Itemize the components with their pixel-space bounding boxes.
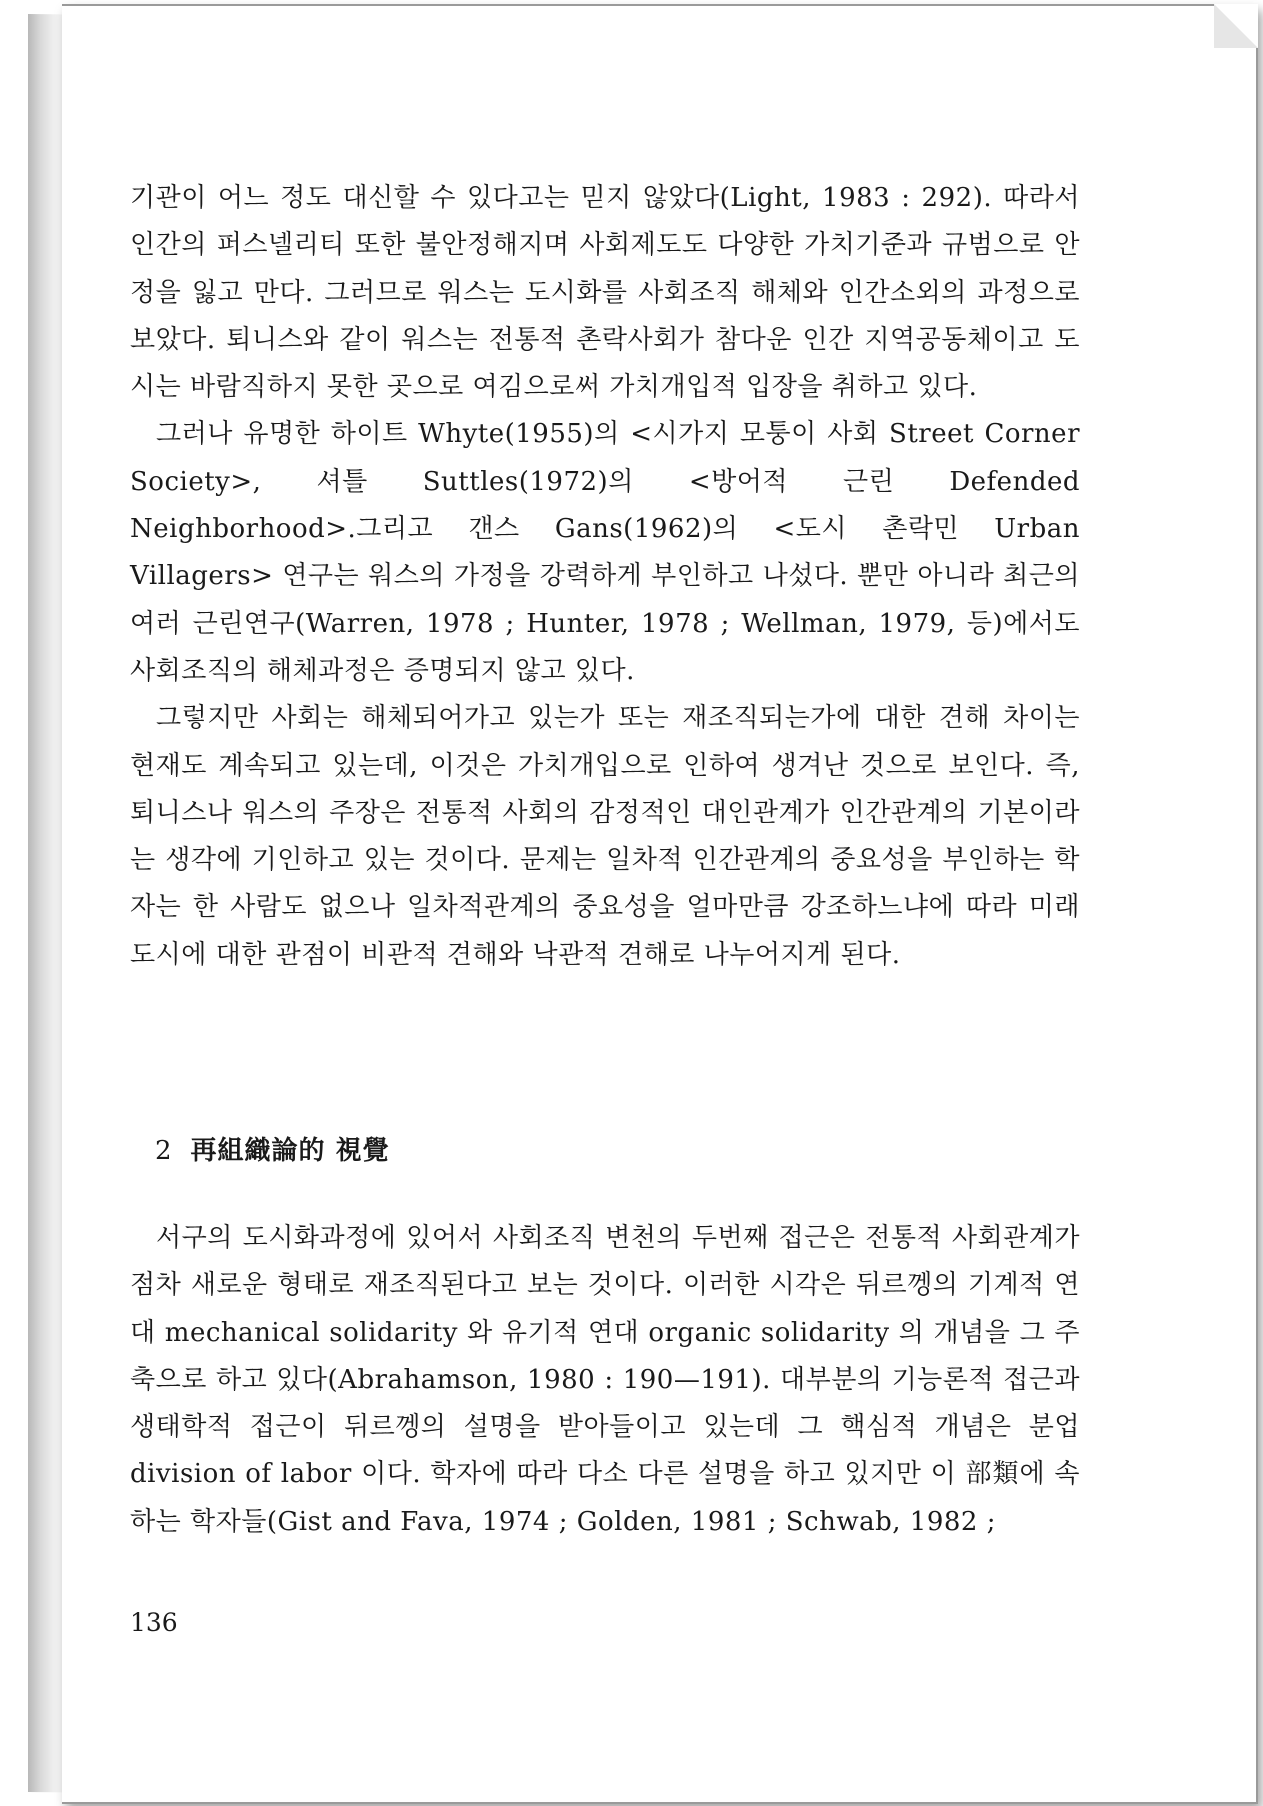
page-corner bbox=[1214, 4, 1258, 48]
body-text-bottom bbox=[130, 1215, 1080, 1546]
page-number: 136 bbox=[130, 1608, 178, 1637]
section-number: 2 bbox=[155, 1136, 173, 1166]
paragraph-3: 그렇지만 사회는 해체되어가고 있는가 또는 재조직되는가에 대한 견해 차이는 현재도 계속되고 있는데, 이것은 가치개입으로 인하여 생겨난 것으로 보인다. 즉, 퇴니스나 워스의 주장은 전통적 사회의 감정적인 대인관계가 인간관계의 기본이라는 생각에 기인하고 있는 것이다. 문제는 일차적 인간관계의 중요성을 부인하는 학자는 한 사람도 없으나 일차적관계의 중요성을 얼마만큼 강조하느냐에 따라 미래 도시에 대한 관점이 비관적 견해와 낙관적 견해로 나누어지게 된다. bbox=[130, 703, 1080, 970]
section-title: 再組織論的 視覺 bbox=[190, 1136, 390, 1166]
paragraph-2: 그러나 유명한 하이트 Whyte(1955)의 <시가지 모퉁이 사회 Street Corner Society>, 셔틀 Suttles(1972)의 <방어적 근린 Defended Neighborhood>.그리고 갠스 Gans(1962)의 <도시 촌락민 Urban Villagers> 연구는 워스의 가정을 강력하게 부인하고 나섰다. 뿐만 아니라 최근의 여러 근린연구(Warren, 1978 ; Hunter, 1978 ; Wellman, 1979, 등)에서도 사회조직의 해체과정은 증명되지 않고 있다. bbox=[130, 419, 1080, 686]
book-spine bbox=[28, 14, 64, 1792]
section-heading bbox=[155, 1130, 390, 1167]
paragraph-4: 서구의 도시화과정에 있어서 사회조직 변천의 두번째 접근은 전통적 사회관계가 점차 새로운 형태로 재조직된다고 보는 것이다. 이러한 시각은 뒤르껭의 기계적 연대 mechanical solidarity 와 유기적 연대 organic solidarity 의 개념을 그 주축으로 하고 있다(Abrahamson, 1980 : 190—191). 대부분의 기능론적 접근과 생태학적 접근이 뒤르껭의 설명을 받아들이고 있는데 그 핵심적 개념은 분업 division of labor 이다. 학자에 따라 다소 다른 설명을 하고 있지만 이 部類에 속하는 학자들(Gist and Fava, 1974 ; Golden, 1981 ; Schwab, 1982 ; bbox=[130, 1223, 1080, 1537]
paragraph-1: 기관이 어느 정도 대신할 수 있다고는 믿지 않았다(Light, 1983 : 292). 따라서 인간의 퍼스넬리티 또한 불안정해지며 사회제도도 다양한 가치기준과 규범으로 안정을 잃고 만다. 그러므로 워스는 도시화를 사회조직 해체와 인간소외의 과정으로 보았다. 퇴니스와 같이 워스는 전통적 촌락사회가 참다운 인간 지역공동체이고 도시는 바람직하지 못한 곳으로 여김으로써 가치개입적 입장을 취하고 있다. bbox=[130, 183, 1080, 403]
body-text-top bbox=[130, 175, 1080, 979]
